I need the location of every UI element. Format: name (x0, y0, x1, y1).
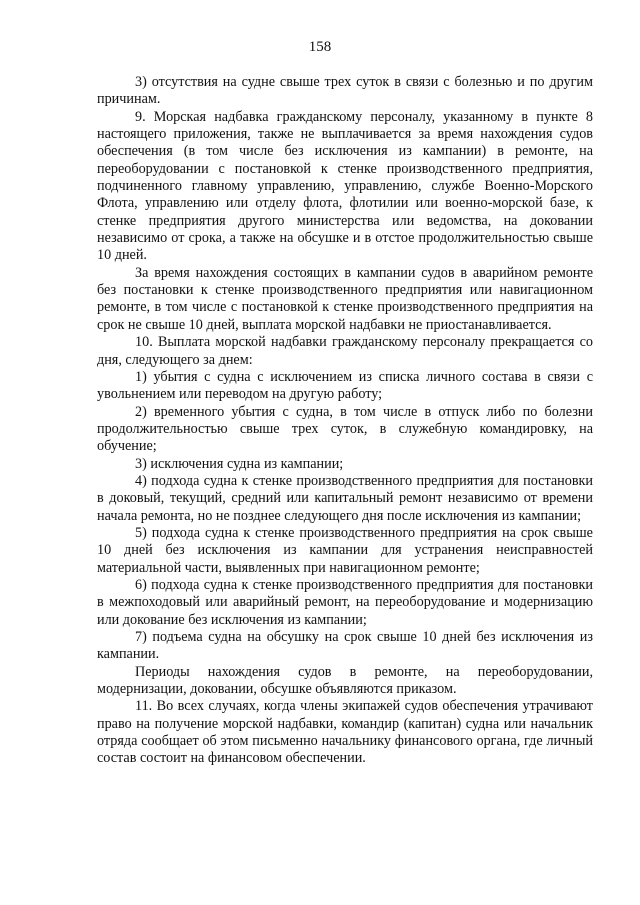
paragraph-repair-periods: Периоды нахождения судов в ремонте, на переоборудовании, модернизации, доковании, обсушке объявляются приказом. (97, 663, 593, 698)
paragraph-clause-10: 10. Выплата морской надбавки гражданскому персоналу прекращается со дня, следующего за днем: (97, 334, 593, 368)
paragraph-emergency-repair: За время нахождения состоящих в кампании судов в аварийном ремонте без постановки к стенке производственного предприятия или навигационном ремонте, в том числе с постановкой к стенке производственного предприятия на срок не свыше 10 дней, выплата морской надбавки не приостанавливается. (97, 264, 593, 333)
paragraph-item-2: 2) временного убытия с судна, в том числе в отпуск либо по болезни продолжительностью свыше трех суток, в служебную командировку, на обучение; (97, 403, 593, 455)
paragraph-item-7: 7) подъема судна на обсушку на срок свыше 10 дней без исключения из кампании. (97, 629, 593, 663)
paragraph-item-4: 4) подхода судна к стенке производственного предприятия для постановки в доковый, текущий, средний или капитальный ремонт независимо от времени начала ремонта, но не позднее следующего дня после исключения из кампании; (97, 472, 593, 524)
paragraph-item-5: 5) подхода судна к стенке производственного предприятия на срок свыше 10 дней без исключения из кампании для устранения неисправностей материальной части, выявленных при навигационном ремонте; (97, 524, 593, 576)
paragraph-item-3: 3) исключения судна из кампании; (135, 455, 344, 472)
paragraph-clause-11: 11. Во всех случаях, когда члены экипажей судов обеспечения утрачивают право на получение морской надбавки, командир (капитан) судна или начальник отряда сообщает об этом письменно начальнику финансового органа, где личный состав состоит на финансовом обеспечении. (97, 698, 593, 767)
paragraph-item-1: 1) убытия с судна с исключением из списка личного состава в связи с увольнением или переводом на другую работу; (97, 368, 593, 403)
paragraph-item-3-absence: 3) отсутствия на судне свыше трех суток в связи с болезнью и по другим причинам. (97, 74, 593, 108)
paragraph-clause-9: 9. Морская надбавка гражданскому персоналу, указанному в пункте 8 настоящего приложения, также не выплачивается за время нахождения судов обеспечения (в том числе без исключения из кампании) в ремонте, на переоборудовании с постановкой к стенке производственного предприятия, подчиненного главному управлению, управлению, службе Военно-Морского Флота, управлению или отделу флота, флотилии или военно-морской базе, к стенке предприятия другого министерства или ведомства, на доковании независимо от срока, а также на обсушке и в отстое продолжительностью свыше 10 дней. (97, 108, 593, 264)
page-number: 158 (308, 39, 332, 55)
document-body (97, 74, 593, 768)
paragraph-item-6: 6) подхода судна к стенке производственного предприятия для постановки в межпоходовый или аварийный ремонт, на переоборудование и модернизацию или докование без исключения из кампании; (97, 576, 593, 628)
